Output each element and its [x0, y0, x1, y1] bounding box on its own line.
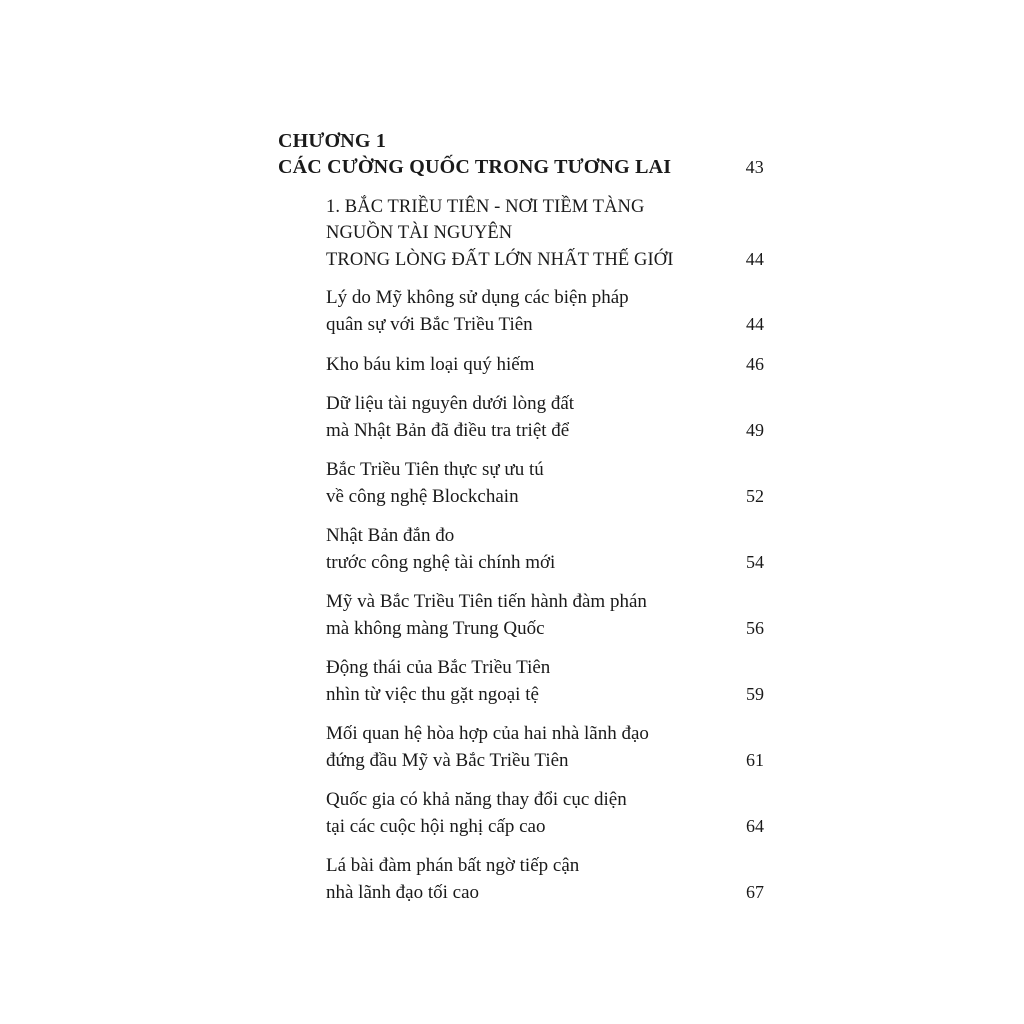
chapter-title: CÁC CƯỜNG QUỐC TRONG TƯƠNG LAI — [278, 156, 672, 178]
entry-page-number: 46 — [746, 354, 764, 374]
entry-page-number: 64 — [746, 816, 764, 836]
toc-entry — [326, 523, 764, 576]
entry-line: nhìn từ việc thu gặt ngoại tệ — [326, 684, 539, 705]
entry-line: Động thái của Bắc Triều Tiên — [326, 657, 551, 678]
toc-entry — [326, 655, 764, 708]
entry-line: Nhật Bản đắn đo — [326, 525, 455, 546]
entry-line: NGUỒN TÀI NGUYÊN — [326, 223, 513, 243]
entry-line: 1. BẮC TRIỀU TIÊN - NƠI TIỀM TÀNG — [326, 197, 645, 217]
entry-page-number: 61 — [746, 750, 764, 770]
entry-line: Quốc gia có khả năng thay đổi cục diện — [326, 789, 627, 810]
chapter-page-number: 43 — [745, 157, 764, 177]
entry-line: Mỹ và Bắc Triều Tiên tiến hành đàm phán — [326, 591, 647, 612]
entry-line: TRONG LÒNG ĐẤT LỚN NHẤT THẾ GIỚI — [326, 250, 674, 270]
chapter-label: CHƯƠNG 1 — [278, 130, 387, 152]
entry-page-number: 44 — [745, 249, 764, 269]
entry-line: Bắc Triều Tiên thực sự ưu tú — [326, 459, 544, 480]
entry-line: trước công nghệ tài chính mới — [326, 552, 556, 573]
entry-line: Lá bài đàm phán bất ngờ tiếp cận — [326, 855, 580, 876]
entry-page-number: 56 — [746, 618, 764, 638]
toc-entry — [326, 721, 764, 774]
toc-entry — [326, 285, 764, 338]
entry-line: Mối quan hệ hòa hợp của hai nhà lãnh đạo — [326, 723, 649, 744]
entry-line: Lý do Mỹ không sử dụng các biện pháp — [326, 287, 629, 308]
entry-line: mà Nhật Bản đã điều tra triệt để — [326, 420, 570, 441]
entry-page-number: 44 — [746, 314, 764, 334]
toc-entry — [326, 589, 764, 642]
toc-entry — [326, 853, 764, 906]
entry-line: Dữ liệu tài nguyên dưới lòng đất — [326, 393, 575, 414]
entry-line: mà không màng Trung Quốc — [326, 618, 545, 639]
toc-entry — [326, 391, 764, 444]
toc-entry — [326, 457, 764, 510]
entry-line: tại các cuộc hội nghị cấp cao — [326, 816, 546, 837]
entry-line: về công nghệ Blockchain — [326, 486, 519, 507]
toc-entry — [326, 787, 764, 840]
entry-line: Kho báu kim loại quý hiếm — [326, 354, 535, 375]
entry-line: quân sự với Bắc Triều Tiên — [326, 314, 533, 335]
chapter-heading — [278, 128, 764, 180]
entry-line: nhà lãnh đạo tối cao — [326, 882, 480, 903]
toc-entry — [326, 351, 764, 378]
entry-page-number: 49 — [746, 420, 764, 440]
entry-page-number: 67 — [746, 882, 764, 902]
entry-page-number: 59 — [746, 684, 764, 704]
toc-entry-section-1 — [326, 194, 764, 273]
entry-page-number: 54 — [746, 552, 764, 572]
entry-line: đứng đầu Mỹ và Bắc Triều Tiên — [326, 750, 569, 771]
entry-page-number: 52 — [746, 486, 764, 506]
